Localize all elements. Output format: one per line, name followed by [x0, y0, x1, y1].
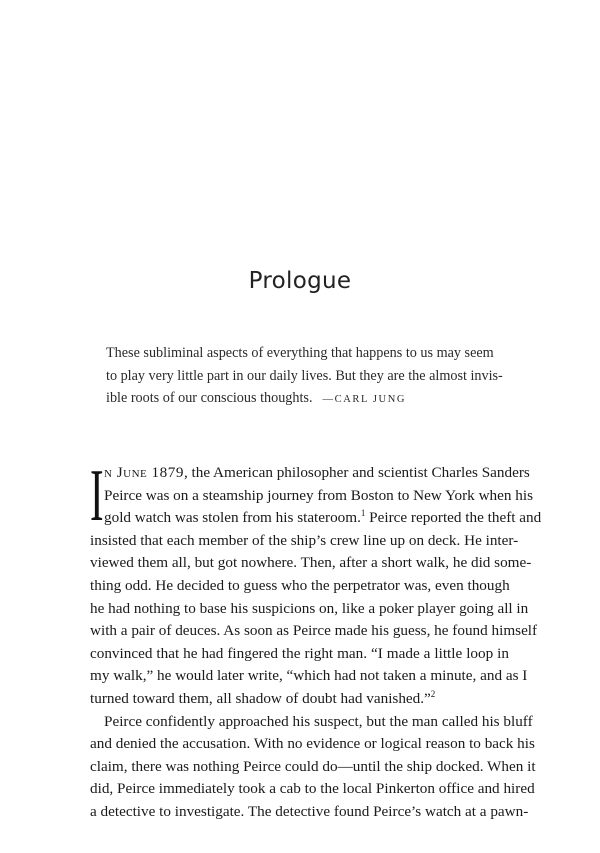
text-line: did, Peirce immediately took a cab to the local Pinkerton office and hired [90, 780, 535, 798]
text-line: convinced that he had fingered the right man. “I made a little loop in [90, 644, 509, 662]
text-line [90, 462, 530, 485]
text-line [90, 688, 509, 711]
text-span: gold watch was stolen from his stateroom. [104, 509, 361, 527]
text-span: turned toward them, all shadow of doubt had vanished.” [90, 689, 431, 707]
epigraph-line: These subliminal aspects of everything that happens to us may seem [106, 345, 494, 361]
text-line: with a pair of deuces. As soon as Peirce made his guess, he found himself [90, 622, 538, 640]
text-line [90, 507, 542, 530]
text-line: and denied the accusation. With no evidence or logical reason to back his [90, 735, 535, 753]
text-line: viewed them all, but got nowhere. Then, after a short walk, he did some- [90, 554, 532, 572]
text-line: Peirce was on a steamship journey from Boston to New York when his [104, 486, 533, 504]
epigraph-text: ible roots of our conscious thoughts. [106, 390, 313, 406]
text-line: claim, there was nothing Peirce could do—until the ship docked. When it [90, 757, 536, 775]
chapter-title: Prologue [248, 268, 352, 294]
drop-cap: I [90, 455, 104, 537]
text-line: Peirce confidently approached his suspect, but the man called his bluff [104, 712, 533, 730]
text-line: thing odd. He decided to guess who the perpetrator was, even though [90, 576, 510, 594]
epigraph [106, 342, 506, 412]
text-line: insisted that each member of the ship’s crew line up on deck. He inter- [90, 531, 519, 549]
text-line: a detective to investigate. The detective found Peirce’s watch at a pawn- [90, 802, 529, 820]
epigraph-line-last [106, 387, 506, 412]
footnote-marker[interactable]: 1 [360, 508, 366, 519]
text-line: my walk,” he would later write, “which had not taken a minute, and as I [90, 667, 528, 685]
text-span: Peirce reported the theft and [365, 509, 542, 527]
body-text [90, 455, 542, 824]
epigraph-attribution: —CARL JUNG [322, 394, 407, 405]
text-line: he had nothing to base his suspicions on, like a poker player going all in [90, 599, 529, 617]
text-span: , the American philosopher and scientist Charles Sanders [183, 464, 530, 481]
footnote-marker[interactable]: 2 [430, 688, 436, 699]
opening-smallcaps: n June 1879 [104, 464, 184, 481]
epigraph-line: to play very little part in our daily lives. But they are the almost invis- [106, 367, 503, 384]
